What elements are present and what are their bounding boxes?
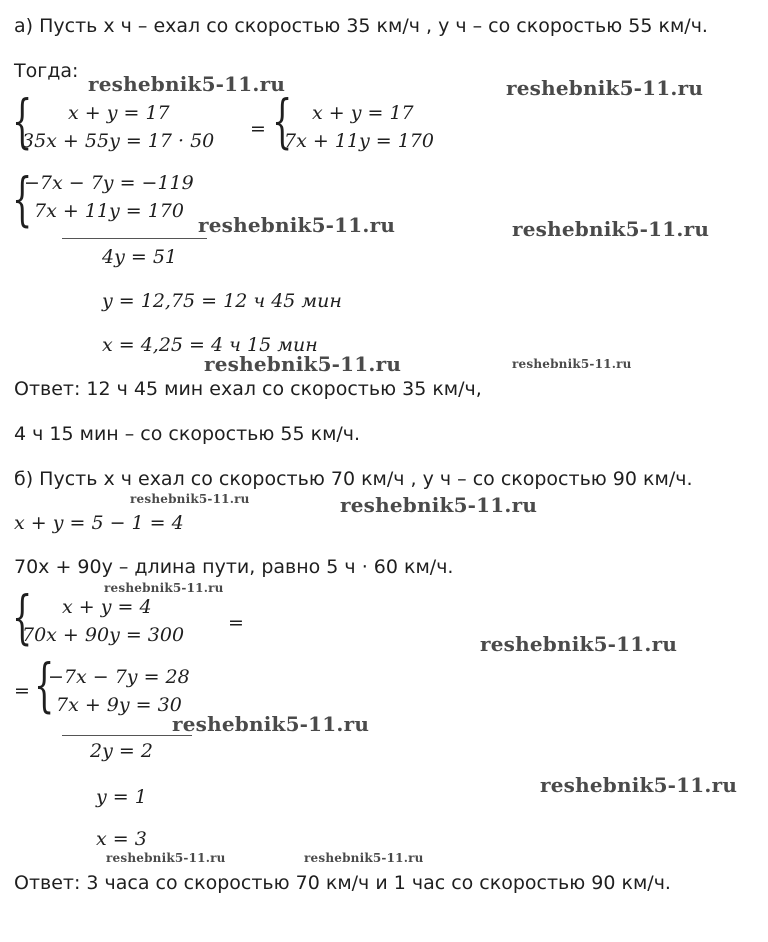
a-y-result: y = 12,75 = 12 ч 45 мин [102, 290, 342, 312]
b-sys1-eq1: x + y = 4 [62, 596, 152, 618]
b-answer: Ответ: 3 часа со скоростью 70 км/ч и 1 час со скоростью 90 км/ч. [14, 872, 671, 894]
a-sys2-eq2: 7x + 11y = 170 [284, 130, 434, 152]
b-sys1-eq2: 70x + 90y = 300 [22, 624, 185, 646]
b-sys2-eq2: 7x + 9y = 30 [56, 694, 182, 716]
b-sys2-eq1: −7x − 7y = 28 [48, 666, 190, 688]
brace-a1: { [12, 87, 33, 155]
watermark: reshebnik5-11.ru [512, 357, 632, 371]
b-equals: = [228, 612, 244, 634]
b-equals-prefix: = [14, 680, 30, 702]
b-sum: 2y = 2 [90, 740, 153, 762]
a-sys1-eq1: x + y = 17 [68, 102, 170, 124]
a-sum-rule [62, 238, 207, 239]
b-x-result: x = 3 [96, 828, 147, 850]
a-sys3-eq2: 7x + 11y = 170 [34, 200, 184, 222]
a-answer-line1: Ответ: 12 ч 45 мин ехал со скоростью 35 км/ч, [14, 378, 482, 400]
watermark: reshebnik5-11.ru [204, 352, 402, 376]
watermark: reshebnik5-11.ru [104, 581, 224, 595]
b-path: 70x + 90y – длина пути, равно 5 ч · 60 км/ч. [14, 556, 454, 578]
a-equals: = [250, 118, 266, 140]
watermark: reshebnik5-11.ru [480, 632, 678, 656]
a-sys1-eq2: 35x + 55y = 17 · 50 [22, 130, 215, 152]
part-a-then: Тогда: [14, 60, 79, 82]
watermark: reshebnik5-11.ru [340, 493, 538, 517]
watermark: reshebnik5-11.ru [304, 851, 424, 865]
watermark: reshebnik5-11.ru [512, 217, 710, 241]
watermark: reshebnik5-11.ru [506, 76, 704, 100]
b-sum-eq: x + y = 5 − 1 = 4 [14, 512, 184, 534]
watermark: reshebnik5-11.ru [130, 492, 250, 506]
watermark: reshebnik5-11.ru [172, 712, 370, 736]
part-a-intro: а) Пусть x ч – ехал со скоростью 35 км/ч , y ч – со скоростью 55 км/ч. [14, 15, 708, 37]
a-sys2-eq1: x + y = 17 [312, 102, 414, 124]
a-sys3-eq1: −7x − 7y = −119 [24, 172, 194, 194]
brace-b2: { [34, 651, 55, 719]
brace-b1: { [12, 583, 33, 651]
watermark: reshebnik5-11.ru [88, 72, 286, 96]
a-sum: 4y = 51 [102, 246, 177, 268]
watermark: reshebnik5-11.ru [106, 851, 226, 865]
watermark: reshebnik5-11.ru [198, 213, 396, 237]
brace-a2: { [272, 87, 293, 155]
part-b-intro: б) Пусть x ч ехал со скоростью 70 км/ч , y ч – со скоростью 90 км/ч. [14, 468, 693, 490]
watermark: reshebnik5-11.ru [540, 773, 738, 797]
b-y-result: y = 1 [96, 786, 147, 808]
a-x-result: x = 4,25 = 4 ч 15 мин [102, 334, 318, 356]
brace-a3: { [12, 165, 33, 233]
a-answer-line2: 4 ч 15 мин – со скоростью 55 км/ч. [14, 423, 361, 445]
